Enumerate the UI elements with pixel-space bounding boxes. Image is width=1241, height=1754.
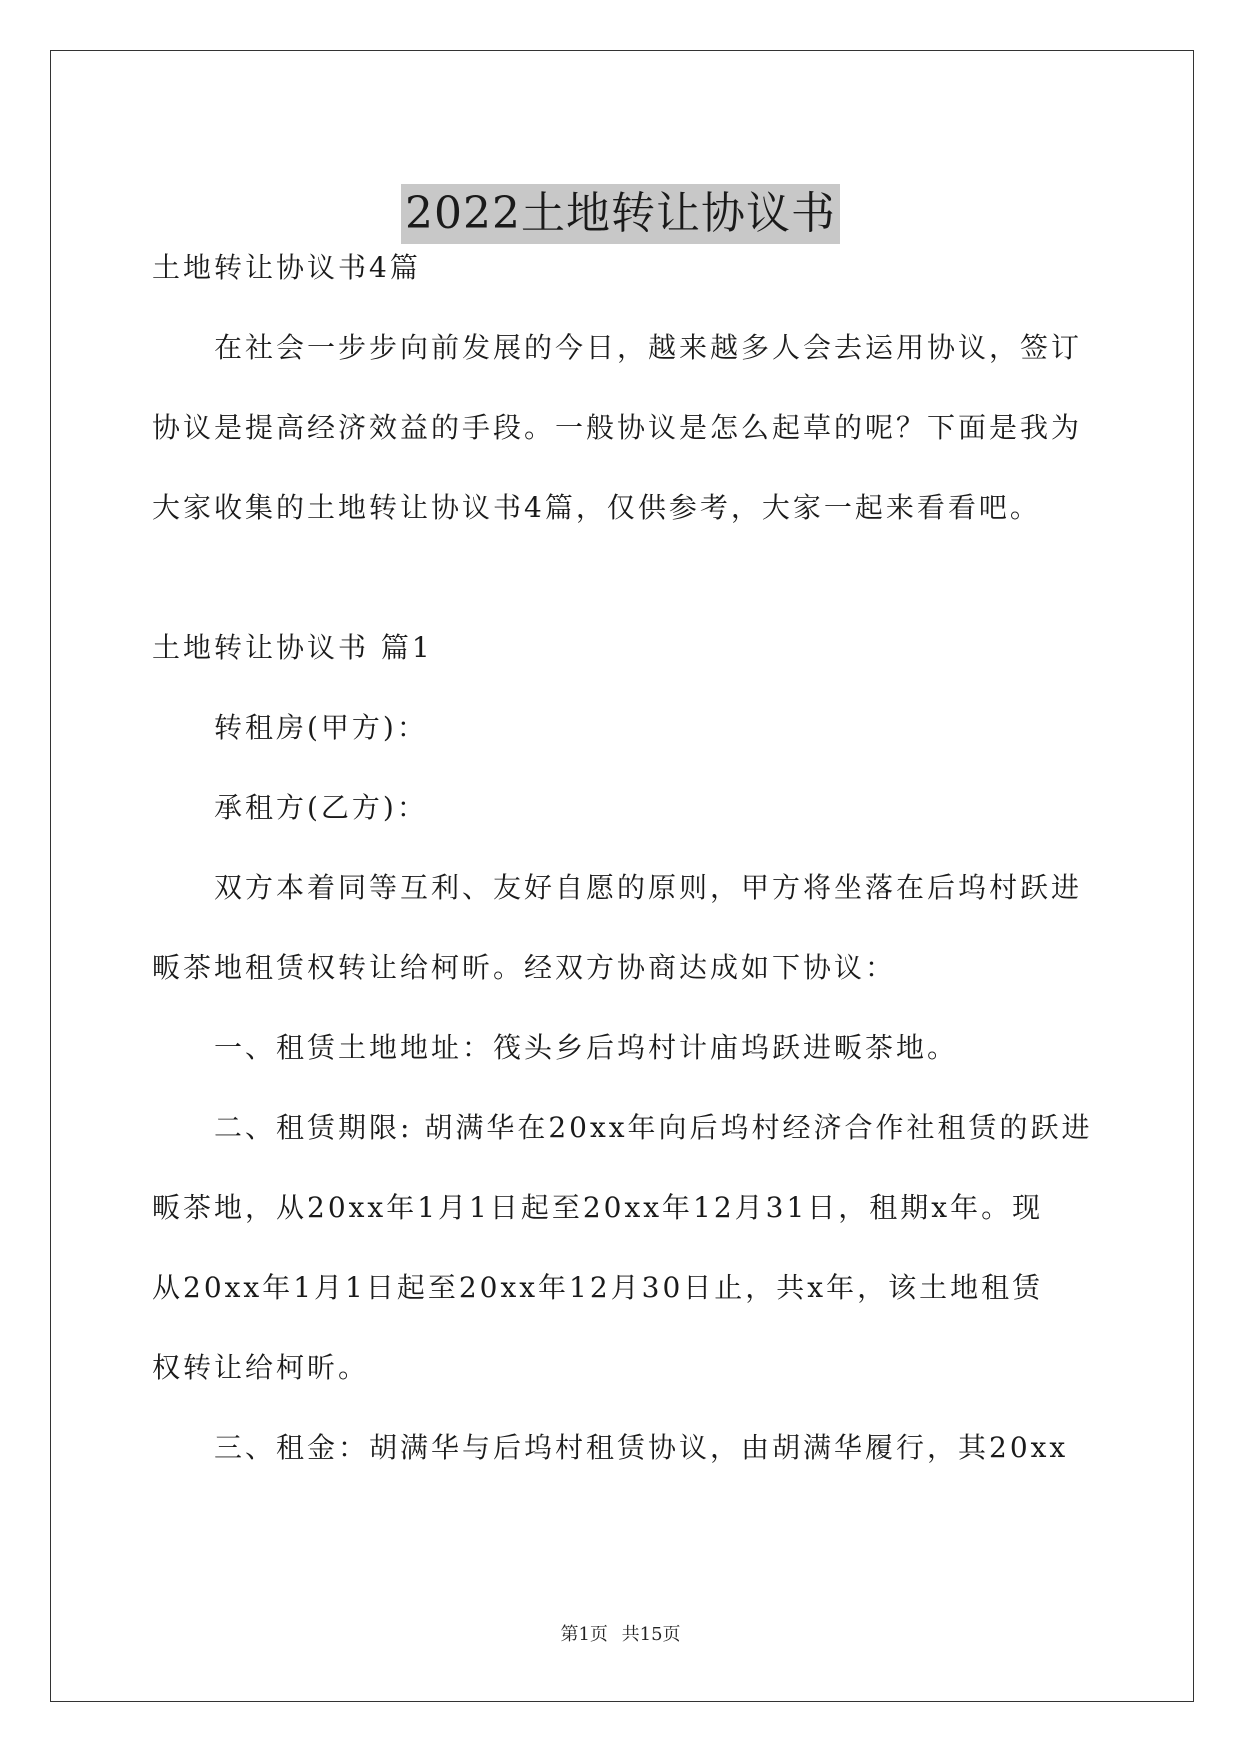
section-heading: 土地转让协议书 篇1 [152, 631, 433, 664]
page-number: 第1页 [560, 1624, 608, 1645]
paragraph-line: 畈茶地，从20xx年1月1日起至20xx年12月31日，租期x年。现 [152, 1191, 1044, 1224]
document-title: 2022土地转让协议书 [401, 184, 840, 244]
paragraph-line: 承租方(乙方)： [214, 791, 428, 824]
paragraph-line: 一、租赁土地地址：筏头乡后坞村计庙坞跃进畈茶地。 [214, 1031, 959, 1064]
paragraph-line: 二、租赁期限: 胡满华在20xx年向后坞村经济合作社租赁的跃进 [214, 1111, 1093, 1144]
paragraph-line: 在社会一步步向前发展的今日，越来越多人会去运用协议，签订 [214, 331, 1083, 364]
paragraph-line: 双方本着同等互利、友好自愿的原则，甲方将坐落在后坞村跃进 [214, 871, 1083, 904]
section-gap [152, 548, 1092, 608]
page-total: 共15页 [621, 1624, 681, 1645]
paragraph-line: 三、租金：胡满华与后坞村租赁协议，由胡满华履行，其20xx [214, 1431, 1069, 1464]
page-footer [0, 1620, 1241, 1646]
paragraph-line: 协议是提高经济效益的手段。一般协议是怎么起草的呢？下面是我为 [152, 411, 1083, 444]
paragraph-line: 从20xx年1月1日起至20xx年12月30日止，共x年，该土地租赁 [152, 1271, 1044, 1304]
paragraph-line: 畈茶地租赁权转让给柯昕。经双方协商达成如下协议： [152, 951, 897, 984]
document-body [152, 228, 1092, 1488]
paragraph-line: 权转让给柯昕。 [152, 1351, 370, 1384]
paragraph-line: 大家收集的土地转让协议书4篇，仅供参考，大家一起来看看吧。 [152, 491, 1041, 524]
subtitle: 土地转让协议书4篇 [152, 251, 421, 284]
paragraph-line: 转租房(甲方)： [214, 711, 428, 744]
